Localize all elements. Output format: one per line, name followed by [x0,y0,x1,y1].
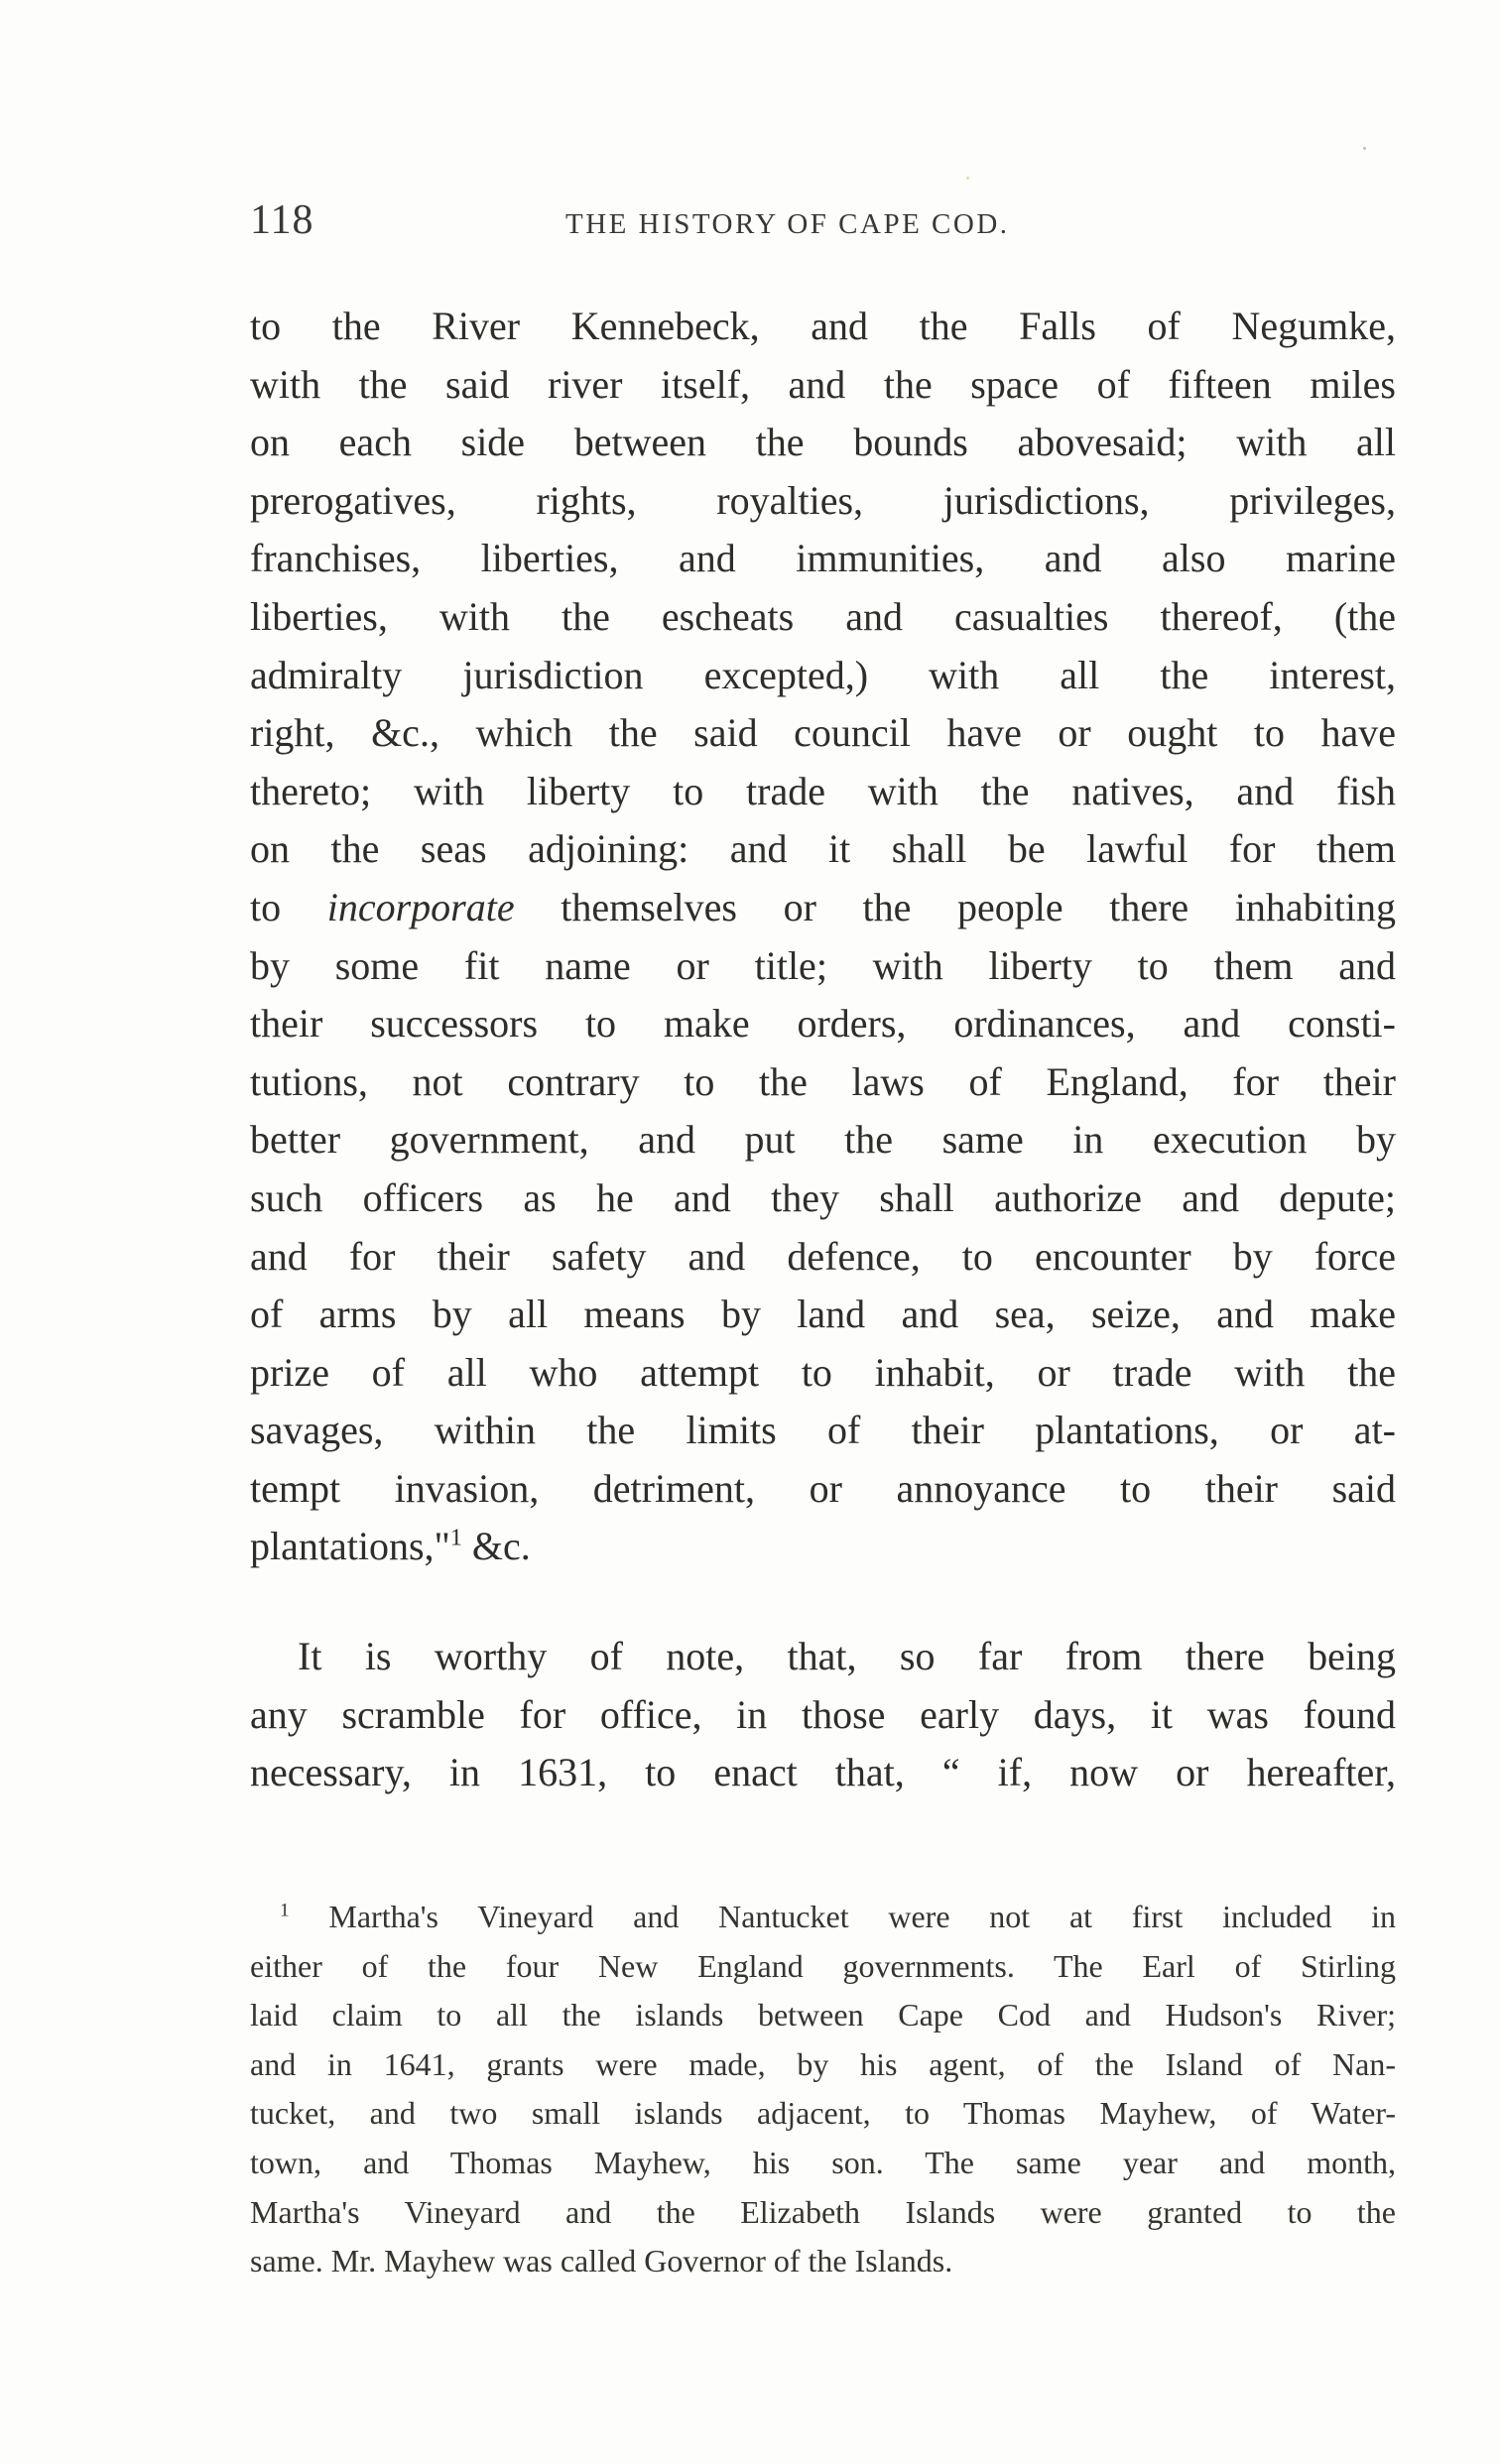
text-fragment: to [250,884,327,929]
footnote-reference: 1 [449,1526,462,1552]
text-line: thereto; with liberty to trade with the natives, and fish [250,768,1396,813]
footnote-line: either of the four New England governments. The Earl of Stirling [250,1947,1396,1984]
page-number: 118 [250,197,314,243]
paragraph-gap [250,1576,1396,1628]
paper-speck [1363,147,1366,150]
text-line [250,879,1396,937]
text-fragment: themselves or the people there inhabiting [561,884,1396,929]
text-fragment: &c. [461,1524,531,1569]
text-line: with the said river itself, and the space of fifteen miles [250,361,1396,407]
text-line: and for their safety and defence, to encounter by force [250,1233,1396,1279]
paragraph [250,298,1396,1576]
text-line: savages, within the limits of their plantations, or at- [250,1408,1396,1453]
text-fragment: Martha's Vineyard and Nantucket were not at first included in [328,1899,1397,1934]
page-header [250,196,1396,256]
footnote-marker: 1 [280,1900,290,1921]
text-line: of arms by all means by land and sea, seize, and make [250,1292,1396,1337]
footnote-line: tucket, and two small islands adjacent, to Thomas Mayhew, of Water- [250,2095,1396,2132]
text-fragment: plantations," [250,1524,450,1569]
text-line: their successors to make orders, ordinances, and consti- [250,1001,1396,1047]
footnote-line: Martha's Vineyard and the Elizabeth Islands were granted to the [250,2193,1396,2230]
footnote [250,1893,1396,2286]
text-line: tempt invasion, detriment, or annoyance to their said [250,1465,1396,1511]
text-line: better government, and put the same in execution by [250,1117,1396,1163]
text-line: such officers as he and they shall authorize and depute; [250,1174,1396,1220]
text-line: It is worthy of note, that, so far from there being [298,1634,1396,1679]
text-line: on each side between the bounds abovesaid; with all [250,420,1396,465]
footnote-line: town, and Thomas Mayhew, his son. The same year and month, [250,2144,1396,2180]
text-line: on the seas adjoining: and it shall be lawful for them [250,826,1396,872]
text-line [250,1518,1396,1576]
text-line: admiralty jurisdiction excepted,) with all the interest, [250,652,1396,697]
italic-word: incorporate [326,884,515,929]
footnote-line: and in 1641, grants were made, by his agent, of the Island of Nan- [250,2045,1396,2082]
text-line: any scramble for office, in those early days, it was found [250,1691,1396,1737]
footnote-line: laid claim to all the islands between Cape Cod and Hudson's River; [250,1997,1396,2033]
text-line: by some fit name or title; with liberty to them and [250,942,1396,988]
running-title: THE HISTORY OF CAPE COD. [565,208,1010,240]
text-line: liberties, with the escheats and casualties thereof, (the [250,593,1396,639]
text-line: prize of all who attempt to inhabit, or trade with the [250,1349,1396,1395]
text-line: right, &c., which the said council have or ought to have [250,710,1396,756]
text-line: tutions, not contrary to the laws of England, for their [250,1058,1396,1104]
paper-speck [966,177,969,180]
footnote-line [250,1893,1396,1942]
text-line: franchises, liberties, and immunities, and also marine [250,536,1396,581]
text-line: to the River Kennebeck, and the Falls of Negumke, [250,304,1396,348]
paragraph [250,1628,1396,1802]
text-line: necessary, in 1631, to enact that, “ if, now or hereafter, [250,1750,1396,1795]
footnote-line: same. Mr. Mayhew was called Governor of the Islands. [250,2243,953,2279]
text-line: prerogatives, rights, royalties, jurisdictions, privileges, [250,477,1396,523]
body-text [250,298,1396,1802]
